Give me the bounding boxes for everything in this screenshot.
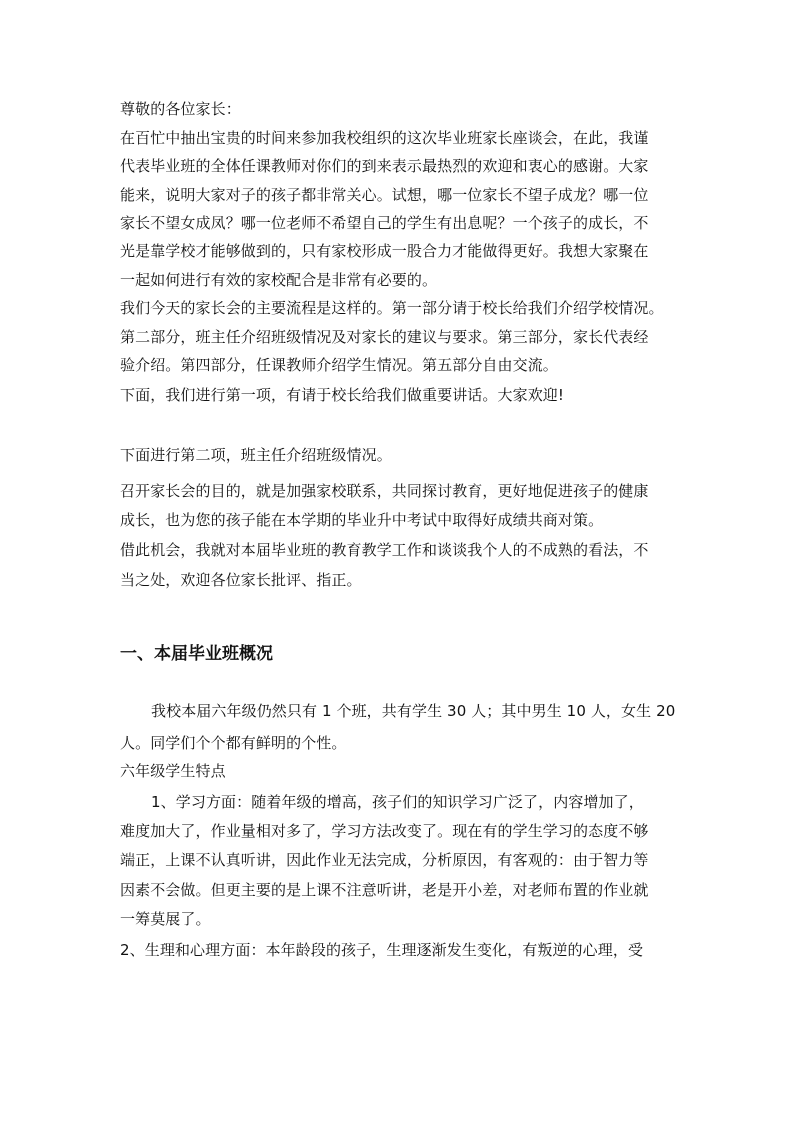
point1-line: 1、学习方面：随着年级的增高，孩子们的知识学习广泛了，内容增加了， (151, 793, 644, 811)
purpose-line: 成长，也为您的孩子能在本学期的毕业升中考试中取得好成绩共商对策。 (120, 511, 604, 529)
point2-line: 2、生理和心理方面：本年龄段的孩子，生理逐渐发生变化，有叛逆的心理，受 (120, 941, 644, 959)
intro-line: 代表毕业班的全体任课教师对你们的到来表示最热烈的欢迎和衷心的感谢。大家 (120, 157, 649, 175)
intro-line: 光是靠学校才能够做到的，只有家校形成一股合力才能做得更好。我想大家聚在 (120, 242, 649, 260)
point1-line: 因素不会做。但更主要的是上课不注意听讲，老是开小差，对老师布置的作业就 (120, 881, 649, 899)
process-line: 我们今天的家长会的主要流程是这样的。第一部分请于校长给我们介绍学校情况。 (120, 299, 664, 317)
intro-line: 能来，说明大家对子的孩子都非常关心。试想，哪一位家长不望子成龙？哪一位 (120, 186, 649, 204)
purpose-line: 召开家长会的目的，就是加强家校联系，共同探讨教育，更好地促进孩子的健康 (120, 482, 649, 500)
section-title: 一、本届毕业班概况 (120, 644, 273, 664)
process-line: 第二部分，班主任介绍班级情况及对家长的建议与要求。第三部分，家长代表经 (120, 328, 649, 346)
opportunity-line: 当之处，欢迎各位家长批评、指正。 (120, 571, 362, 589)
point1-line: 端正，上课不认真听讲，因此作业无法完成，分析原因，有客观的：由于智力等 (120, 851, 649, 869)
point1-line: 难度加大了，作业量相对多了，学习方法改变了。现在有的学生学习的态度不够 (120, 822, 649, 840)
opportunity-line: 借此机会，我就对本届毕业班的教育教学工作和谈谈我个人的不成熟的看法，不 (120, 541, 649, 559)
first-item-line: 下面，我们进行第一项，有请于校长给我们做重要讲话。大家欢迎! (120, 386, 565, 404)
traits-heading: 六年级学生特点 (120, 762, 226, 780)
greeting: 尊敬的各位家长： (120, 100, 241, 118)
intro-line: 在百忙中抽出宝贵的时间来参加我校组织的这次毕业班家长座谈会，在此，我谨 (120, 129, 649, 147)
intro-line: 家长不望女成凤？哪一位老师不希望自己的学生有出息呢？一个孩子的成长，不 (120, 214, 649, 232)
overview-line: 我校本届六年级仍然只有 1 个班，共有学生 30 人；其中男生 10 人，女生 20 (151, 702, 676, 720)
second-item-line: 下面进行第二项，班主任介绍班级情况。 (120, 446, 392, 464)
point1-line: 一筹莫展了。 (120, 910, 211, 928)
process-line: 验介绍。第四部分，任课教师介绍学生情况。第五部分自由交流。 (120, 356, 558, 374)
intro-line: 一起如何进行有效的家校配合是非常有必要的。 (120, 271, 438, 289)
overview-line: 人。同学们个个都有鲜明的个性。 (120, 734, 347, 752)
